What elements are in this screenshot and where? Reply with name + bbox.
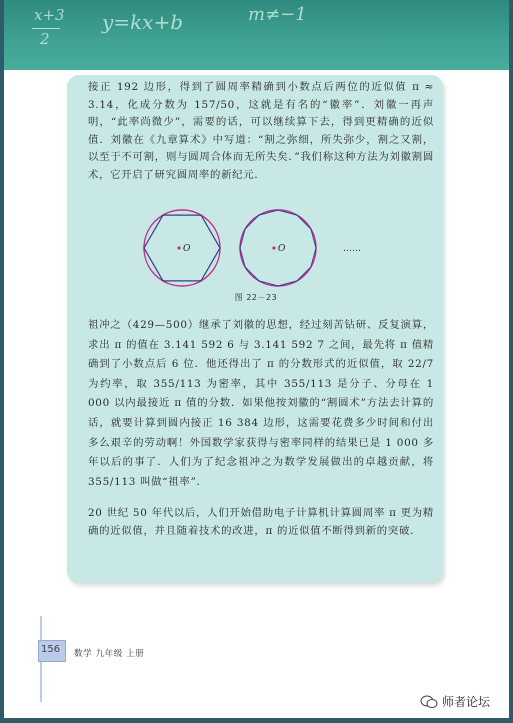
top-banner — [4, 0, 509, 70]
chat-bubble-icon — [420, 695, 438, 709]
banner-formula-linear: y=kx+b — [102, 10, 184, 34]
banner-formula-inequality: m≠−1 — [248, 4, 307, 25]
center-dot-right — [272, 246, 275, 249]
page-frame-right — [509, 0, 513, 723]
paragraph-computers: 20 世纪 50 年代以后，人们开始借助电子计算机计算圆周率 π 更为精确的近似值，并且随着技术的改进，π 的近似值不断得到新的突破． — [88, 507, 434, 537]
center-label-left: O — [183, 244, 191, 254]
watermark-text: 师者论坛 — [442, 695, 491, 709]
page-frame-bottom — [0, 718, 513, 723]
paragraph-zu-chongzhi: 祖冲之（429—500）继承了刘徽的思想，经过刻苦钻研、反复演算，求出 π 的值在 3.141 592 6 与 3.141 592 7 之间，最先将 π 值精确到了小数点后 6 位．他还得出了 π 的分数形式的近似值，取 22/7 为约率，取 355/113 为密率，其中 355/113 是分子、分母在 1 000 以内最接近 π 值的分数．如果他按刘徽的“割圆术”方法去计算的话，就要计算到圆内接正 16 384 边形，这需要花费多少时间和付出多么艰辛的劳动啊！外国数学家获得与密率同样的结果已是 1 000 多年以后的事了．人们为了纪念祖冲之为数学发展做出的卓越贡献，将 355/113 叫做“祖率”． — [88, 319, 434, 488]
page-number-tab — [38, 640, 66, 662]
figure-ellipsis: …… — [343, 244, 361, 254]
page-number: 156 — [41, 644, 61, 655]
banner-formula-denominator: 2 — [40, 30, 50, 48]
banner-fraction-line — [32, 28, 60, 29]
figure-caption: 图 22－23 — [234, 293, 278, 302]
watermark — [420, 693, 490, 710]
banner-formula-numerator: x+3 — [34, 6, 65, 24]
circle-left — [144, 210, 220, 286]
center-dot-left — [177, 246, 180, 249]
figure-polygon-approximation — [138, 206, 378, 292]
hexagon-inscribed — [144, 215, 220, 281]
paragraph-liu-hui: 接正 192 边形，得到了圆周率精确到小数点后两位的近似值 π ≈ 3.14，化成分数为 157/50，这就是有名的“徽率”．刘徽一再声明，“此率尚微少”，需要的话，可以继续算下去，得到更精确的近似值．刘徽在《九章算术》中写道：“割之弥细，所失弥少，割之又割，以至于不可割，则与圆周合体而无所失矣．”我们称这种方法为刘徽割圆术，它开启了研究圆周率的新纪元． — [88, 81, 434, 181]
book-title: 数学 九年级 上册 — [74, 649, 145, 659]
center-label-right: O — [278, 244, 286, 254]
